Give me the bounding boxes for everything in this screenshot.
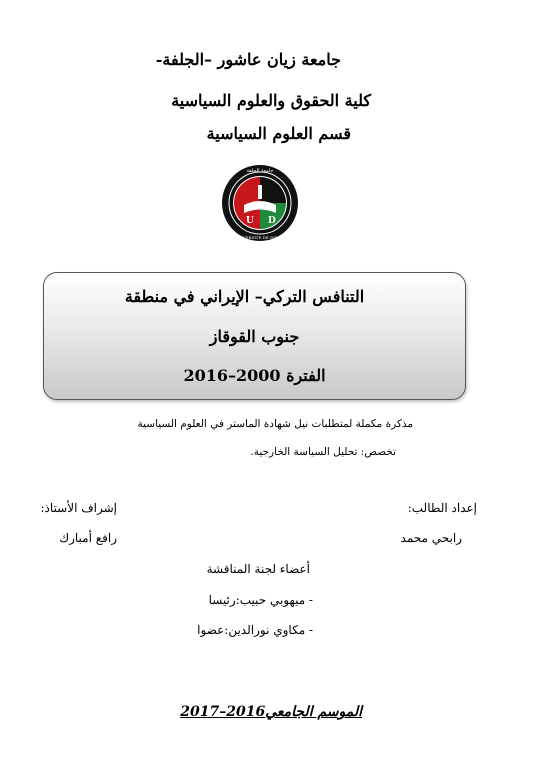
title-line-3: الفترة 2000–2016 xyxy=(183,366,326,385)
student-label: إعداد الطالب: xyxy=(407,501,477,515)
supervisor-label: إشراف الأستاذ: xyxy=(40,501,117,515)
title-box xyxy=(43,272,466,400)
committee-title: أعضاء لجنة المناقشة xyxy=(206,562,310,576)
memo-specialty: تخصص: تحليل السياسة الخارجية. xyxy=(250,446,396,458)
university-logo xyxy=(220,163,300,243)
title-line-1: التنافس التركي– الإيراني في منطقة xyxy=(124,287,365,306)
department-name: قسم العلوم السياسية xyxy=(206,124,351,143)
committee-member: - مكاوي نورالدين:عضوا xyxy=(197,623,313,637)
logo-letter-u: U xyxy=(246,216,254,226)
logo-bottom-text: UNIVERSITE DE DJELFA xyxy=(234,235,286,240)
supervisor-name: رافع أمبارك xyxy=(59,531,117,545)
logo-letter-d: D xyxy=(268,216,276,226)
academic-season: الموسم الجامعي2016–2017 xyxy=(180,704,362,720)
university-name: جامعة زيان عاشور –الجلفة- xyxy=(155,50,341,69)
faculty-name: كلية الحقوق والعلوم السياسية xyxy=(171,91,371,110)
memo-description: مذكرة مكملة لمتطلبات نيل شهادة الماستر في العلوم السياسية xyxy=(137,418,413,430)
student-name: رابحي محمد xyxy=(400,531,462,545)
title-line-2: جنوب القوقاز xyxy=(209,327,300,346)
committee-member: - ميهوبي حبيب:رئيسا xyxy=(208,593,313,607)
logo-top-text: جامعة الجلفة xyxy=(246,168,274,174)
torch-icon xyxy=(258,185,262,199)
